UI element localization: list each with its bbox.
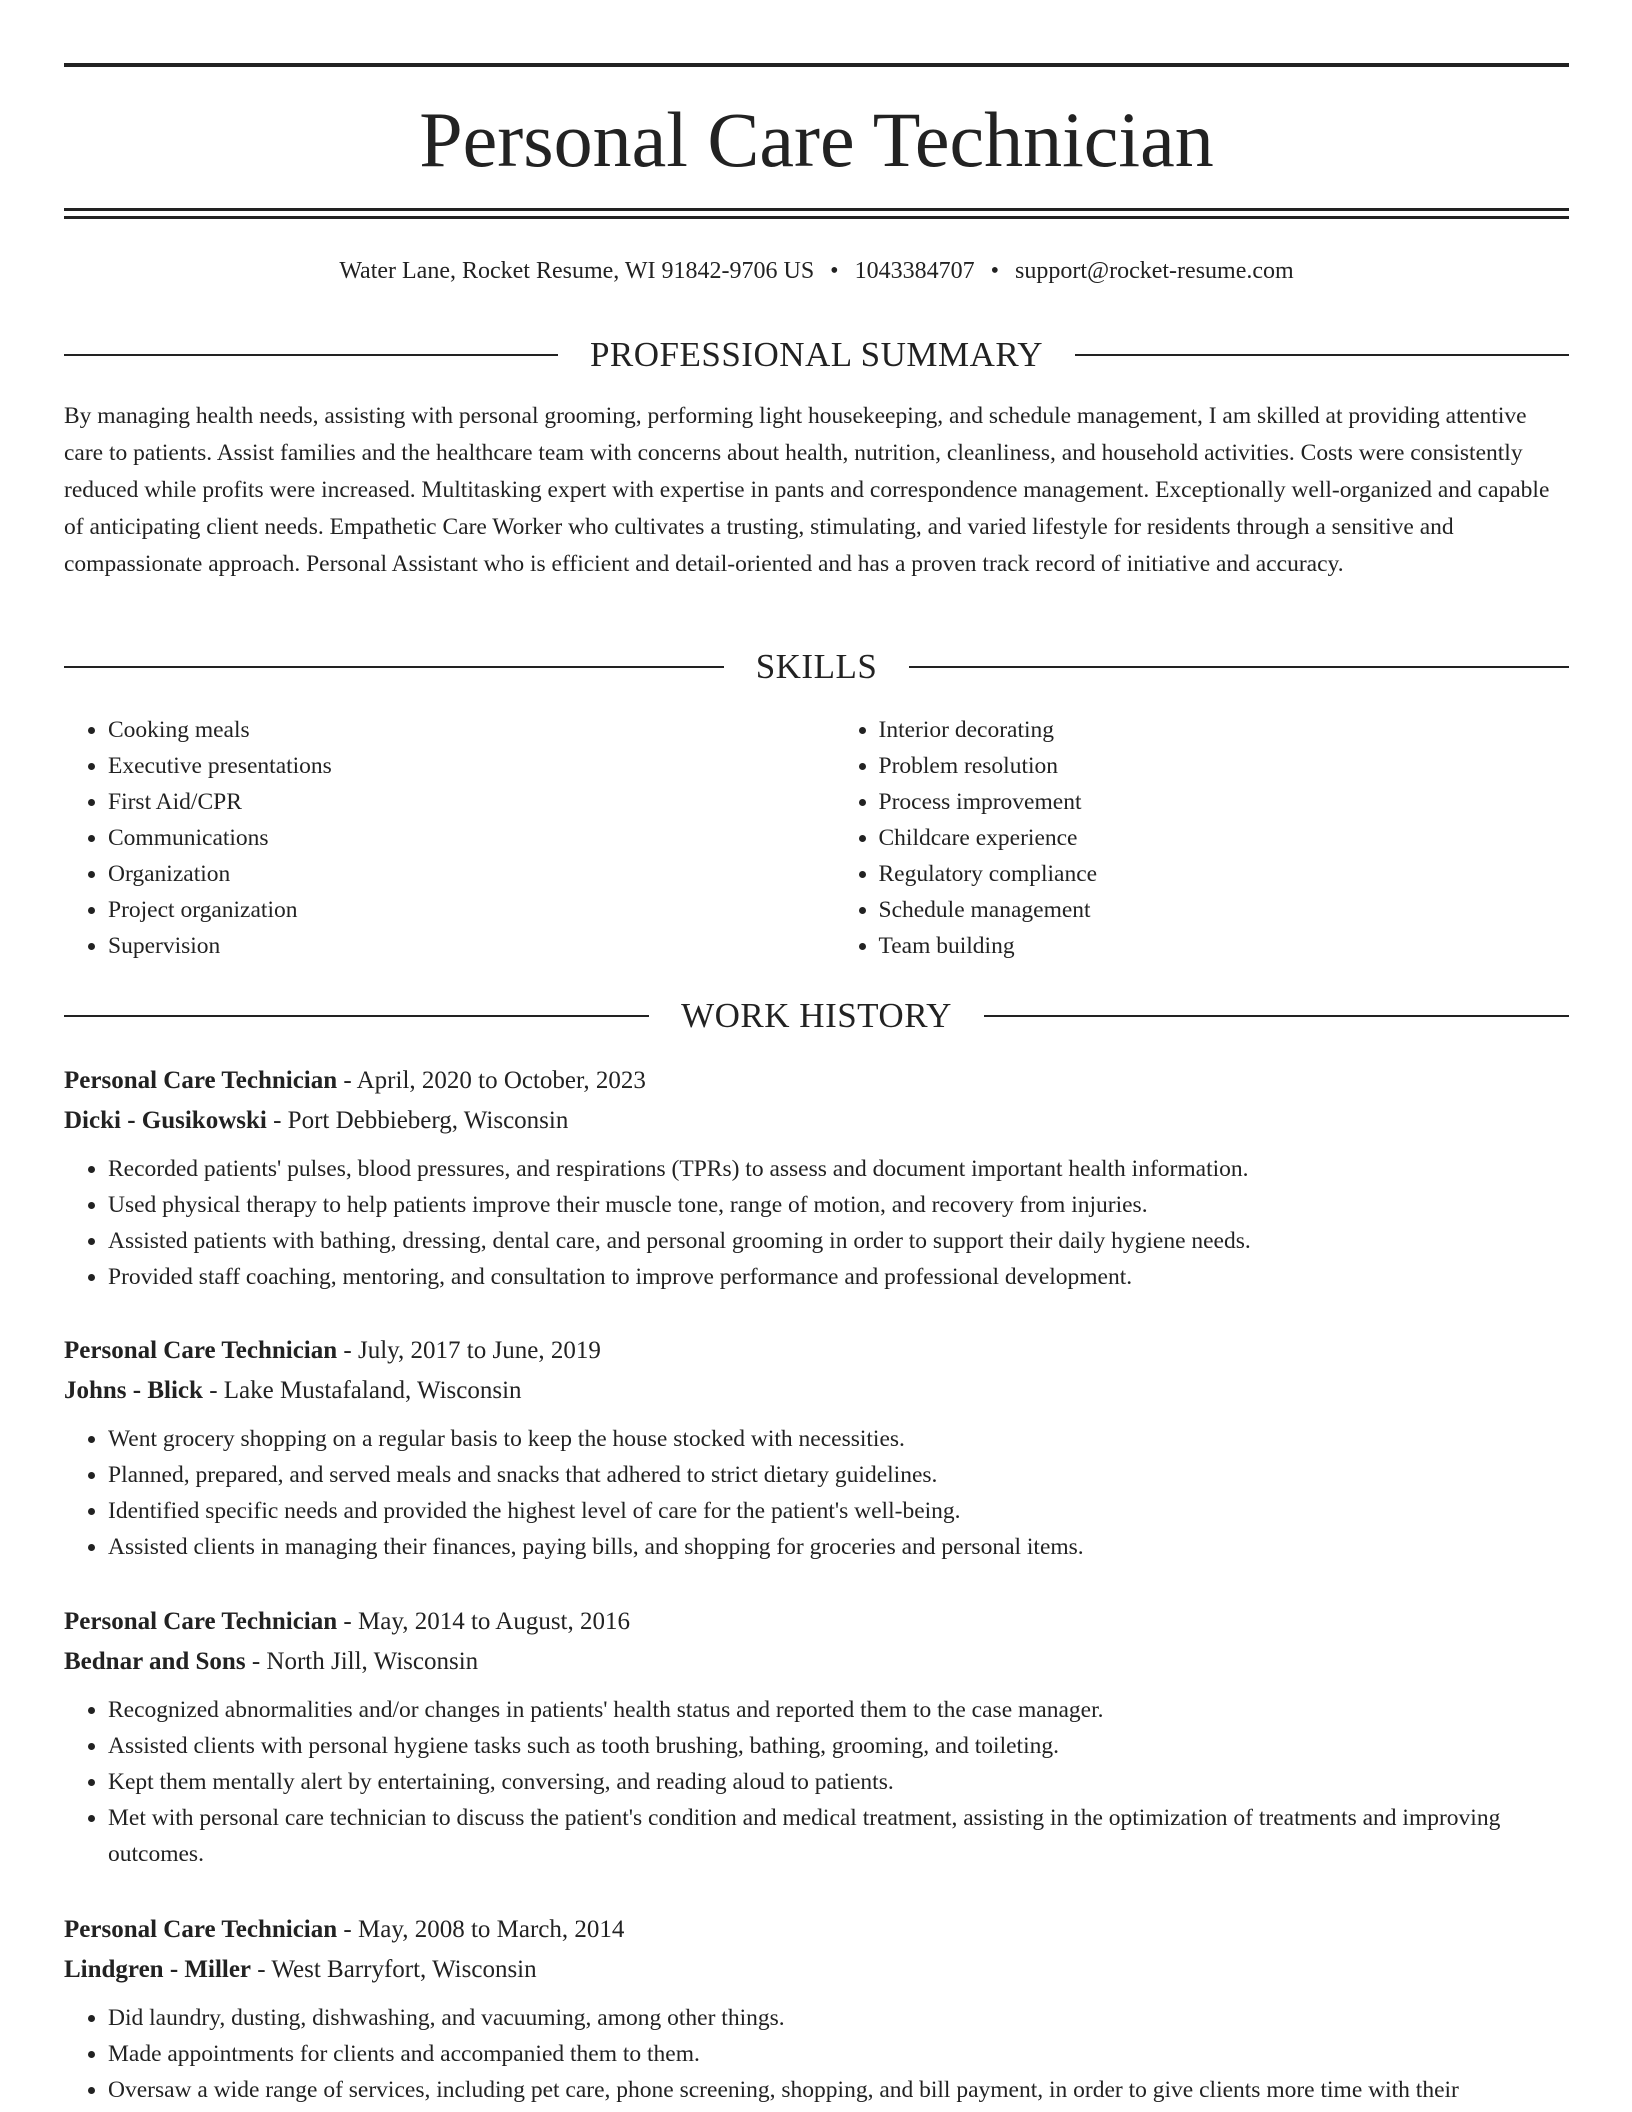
job-company-line [64, 1642, 1569, 1682]
contact-email: support@rocket-resume.com [1014, 258, 1294, 284]
job-company: Johns - Blick [64, 1377, 203, 1404]
job-bullet: • Planned, prepared, and served meals and snacks that adhered to strict dietary guidelines. [108, 1457, 1569, 1493]
section-rule-right [984, 1015, 1569, 1017]
section-heading-summary [64, 333, 1569, 377]
job-location: - West Barryfort, Wisconsin [257, 1956, 537, 1983]
job-bullet: • Identified specific needs and provided the highest level of care for the patient's well-being. [108, 1493, 1569, 1529]
section-heading-work-history [64, 994, 1569, 1038]
job-bullet: • Did laundry, dusting, dishwashing, and vacuuming, among other things. [108, 2000, 1569, 2036]
job-location: - Port Debbieberg, Wisconsin [273, 1107, 569, 1134]
skill-item: • Cooking meals [108, 712, 799, 748]
contact-line [64, 254, 1569, 288]
job-title-line [64, 1061, 1569, 1101]
skills-column-right [799, 712, 1570, 964]
skill-item: • Project organization [108, 892, 799, 928]
job-title: Personal Care Technician [64, 1067, 338, 1094]
job-bullets [64, 1692, 1569, 1872]
section-title: SKILLS [755, 647, 878, 686]
job-company: Lindgren - Miller [64, 1956, 252, 1983]
skill-item: • Process improvement [879, 784, 1570, 820]
section-title: PROFESSIONAL SUMMARY [589, 335, 1044, 374]
job-title-line [64, 1331, 1569, 1371]
job-entry [64, 1061, 1569, 1295]
job-bullet: • Met with personal care technician to discuss the patient's condition and medical treatment, assisting in the optimization of treatments and improving outcomes. [108, 1800, 1569, 1872]
header-bottom-rule-second [64, 216, 1569, 219]
section-rule-left [64, 666, 724, 668]
job-company: Bednar and Sons [64, 1648, 246, 1675]
job-bullet: • Assisted patients with bathing, dressing, dental care, and personal grooming in order to support their daily hygiene needs. [108, 1223, 1569, 1259]
skill-item: • Executive presentations [108, 748, 799, 784]
job-dates: - April, 2020 to October, 2023 [343, 1067, 646, 1094]
section-rule-right [1075, 354, 1569, 356]
job-bullet: • Used physical therapy to help patients improve their muscle tone, range of motion, and recovery from injuries. [108, 1187, 1569, 1223]
skill-item: • Problem resolution [879, 748, 1570, 784]
skill-item: • First Aid/CPR [108, 784, 799, 820]
skill-item: • Organization [108, 856, 799, 892]
job-bullet: • Went grocery shopping on a regular basis to keep the house stocked with necessities. [108, 1421, 1569, 1457]
skill-item: • Childcare experience [879, 820, 1570, 856]
skill-item: • Supervision [108, 928, 799, 964]
contact-separator: • [990, 258, 999, 284]
job-bullets [64, 1421, 1569, 1565]
section-rule-left [64, 354, 558, 356]
summary-paragraph: By managing health needs, assisting with personal grooming, performing light housekeeping, and schedule management, I am skilled at providing attentive care to patients. Assist families and the healthcare team with concerns about health, nutrition, cleanliness, and household activities. Costs were consistently reduced while profits were increased. Multitasking expert with expertise in pants and correspondence management. Exceptionally well-organized and capable of anticipating client needs. Empathetic Care Worker who cultivates a trusting, stimulating, and varied lifestyle for residents through a sensitive and compassionate approach. Personal Assistant who is efficient and detail-oriented and has a proven track record of initiative and accuracy. [64, 403, 1550, 577]
contact-phone: 1043384707 [854, 258, 975, 284]
job-bullet: • Assisted clients in managing their finances, paying bills, and shopping for groceries and personal items. [108, 1529, 1569, 1565]
job-bullet: • Recognized abnormalities and/or changes in patients' health status and reported them to the case manager. [108, 1692, 1569, 1728]
job-entry [64, 1910, 1569, 2108]
job-entry [64, 1331, 1569, 1565]
section-rule-left [64, 1015, 649, 1017]
job-company-line [64, 1950, 1569, 1990]
job-bullet: • Recorded patients' pulses, blood pressures, and respirations (TPRs) to assess and document important health information. [108, 1151, 1569, 1187]
contact-separator: • [830, 258, 839, 284]
header-bottom-rule [64, 208, 1569, 211]
job-bullet: • Kept them mentally alert by entertaining, conversing, and reading aloud to patients. [108, 1764, 1569, 1800]
resume-name: Personal Care Technician [419, 96, 1214, 183]
section-rule-right [909, 666, 1569, 668]
skill-item: • Schedule management [879, 892, 1570, 928]
job-title-line [64, 1602, 1569, 1642]
job-bullet: • Made appointments for clients and accompanied them to them. [108, 2036, 1569, 2072]
skills-list [64, 712, 1569, 964]
skill-item: • Interior decorating [879, 712, 1570, 748]
job-bullet: • Assisted clients with personal hygiene tasks such as tooth brushing, bathing, grooming, and toileting. [108, 1728, 1569, 1764]
job-title: Personal Care Technician [64, 1916, 338, 1943]
job-bullets [64, 1151, 1569, 1295]
skills-column-left [64, 712, 799, 964]
job-title: Personal Care Technician [64, 1608, 338, 1635]
job-company-line [64, 1101, 1569, 1141]
contact-address: Water Lane, Rocket Resume, WI 91842-9706 US [339, 258, 815, 284]
skill-item: • Communications [108, 820, 799, 856]
job-entry [64, 1602, 1569, 1872]
job-bullets [64, 2000, 1569, 2108]
header-top-rule [64, 63, 1569, 67]
job-dates: - May, 2014 to August, 2016 [343, 1608, 630, 1635]
job-company-line [64, 1371, 1569, 1411]
section-heading-skills [64, 645, 1569, 689]
job-location: - Lake Mustafaland, Wisconsin [209, 1377, 522, 1404]
job-bullet: • Oversaw a wide range of services, including pet care, phone screening, shopping, and bill payment, in order to give clients more time with their [108, 2072, 1569, 2108]
job-title: Personal Care Technician [64, 1337, 338, 1364]
job-location: - North Jill, Wisconsin [251, 1648, 479, 1675]
job-bullet: • Provided staff coaching, mentoring, and consultation to improve performance and professional development. [108, 1259, 1569, 1295]
job-company: Dicki - Gusikowski [64, 1107, 267, 1134]
skill-item: • Team building [879, 928, 1570, 964]
skill-item: • Regulatory compliance [879, 856, 1570, 892]
job-dates: - July, 2017 to June, 2019 [343, 1337, 601, 1364]
job-dates: - May, 2008 to March, 2014 [343, 1916, 625, 1943]
section-title: WORK HISTORY [681, 996, 952, 1035]
job-title-line [64, 1910, 1569, 1950]
